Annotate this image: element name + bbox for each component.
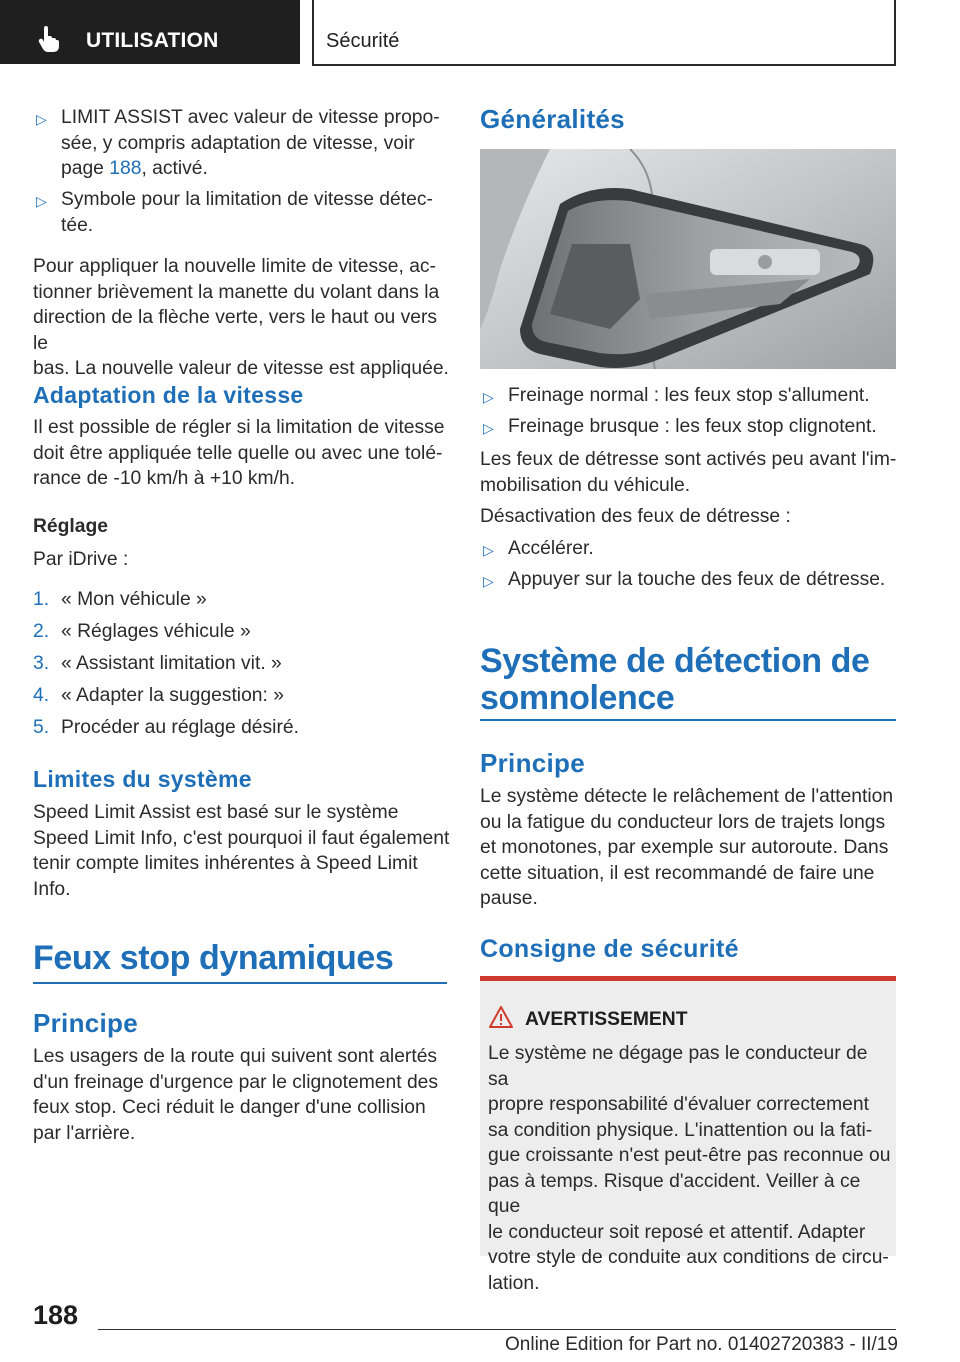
triangle-bullet-icon: ▷ — [483, 573, 494, 589]
heading-limites: Limites du système — [33, 766, 252, 792]
section-label: UTILISATION — [86, 29, 219, 52]
paragraph-apply: Pour appliquer la nouvelle limite de vitesse, ac- tionner brièvement la manette du volant dans la direction de la flèche verte, vers le haut ou vers le bas. La nouvelle valeur de vitesse est appliquée. — [33, 256, 449, 379]
list-item: 1. « Mon véhicule » — [33, 589, 207, 610]
section-tab[interactable] — [0, 0, 300, 64]
paragraph-limites: Speed Limit Assist est basé sur le système Speed Limit Info, c'est pourquoi il faut également tenir compte limites inhérentes à Speed Limit Info. — [33, 802, 450, 900]
divider — [33, 982, 447, 984]
brake-light-illustration — [480, 149, 896, 369]
triangle-bullet-icon: ▷ — [483, 420, 494, 436]
heading-generalites: Généralités — [480, 104, 625, 134]
paragraph-principe-right: Le système détecte le relâchement de l'attention ou la fatigue du conducteur lors de trajets longs et monotones, par exemple sur autoroute. Dans cette situation, il est recommandé de faire une pause. — [480, 786, 894, 909]
heading-principe-right: Principe — [480, 748, 585, 778]
heading-somnolence: Système de détection de somnolence — [480, 642, 870, 717]
paragraph-idrive: Par iDrive : — [33, 549, 129, 570]
triangle-bullet-icon: ▷ — [483, 389, 494, 405]
hand-pointer-icon — [38, 26, 60, 52]
list-item: ▷ Freinage brusque : les feux stop clignotent. — [480, 414, 896, 440]
heading-reglage: Réglage — [33, 516, 109, 537]
warning-text: Le système ne dégage pas le conducteur de sa propre responsabilité d'évaluer correctement sa condition physique. L'inattention ou la fati- gue croissante n'est peut-être pas reconnue ou pas à temps. Risque d'accident. Veiller à ce que le conducteur soit reposé et attentif. Adapter votre style de conduite aux conditions de circu- lation. — [488, 1043, 891, 1294]
warning-box — [480, 976, 896, 1294]
list-item: 4. « Adapter la suggestion: » — [33, 685, 284, 706]
chapter-label: Sécurité — [326, 30, 400, 52]
page-link[interactable]: 188 — [109, 158, 142, 179]
edition-note: Online Edition for Part no. 01402720383 - II/19 — [505, 1334, 898, 1355]
list-item: ▷ Appuyer sur la touche des feux de détresse. — [480, 567, 896, 593]
list-item: 5. Procéder au réglage désiré. — [33, 717, 299, 738]
heading-principe-left: Principe — [33, 1008, 138, 1038]
chapter-box — [312, 0, 896, 66]
triangle-bullet-icon: ▷ — [36, 193, 47, 209]
paragraph-desactivation: Désactivation des feux de détresse : — [480, 506, 791, 527]
triangle-bullet-icon: ▷ — [483, 542, 494, 558]
list-item: ▷ LIMIT ASSIST avec valeur de vitesse propo- sée, y compris adaptation de vitesse, voir page 188, activé. — [36, 107, 440, 179]
paragraph-detresse: Les feux de détresse sont activés peu avant l'im- mobilisation du véhicule. — [480, 449, 897, 496]
paragraph-adaptation: Il est possible de régler si la limitation de vitesse doit être appliquée telle quelle ou avec une tolé- rance de -10 km/h à +10 km/h. — [33, 417, 445, 489]
list-item: 3. « Assistant limitation vit. » — [33, 653, 282, 674]
footer-divider — [98, 1329, 896, 1330]
list-item: ▷ Accélérer. — [480, 536, 896, 562]
warning-triangle-icon — [488, 1005, 514, 1029]
divider — [480, 719, 896, 721]
triangle-bullet-icon: ▷ — [36, 111, 47, 127]
list-item: ▷ Symbole pour la limitation de vitesse détec- tée. — [36, 189, 433, 236]
list-item: 2. « Réglages véhicule » — [33, 621, 251, 642]
brake-light-image — [480, 149, 896, 369]
warning-title: AVERTISSEMENT — [525, 1009, 688, 1030]
list-item: ▷ Freinage normal : les feux stop s'allument. — [480, 383, 896, 409]
heading-feux-stop: Feux stop dynamiques — [33, 939, 394, 977]
paragraph-principe-left: Les usagers de la route qui suivent sont alertés d'un freinage d'urgence par le clignotement des feux stop. Ceci réduit le danger d'une collision par l'arrière. — [33, 1046, 439, 1144]
heading-adaptation: Adaptation de la vitesse — [33, 382, 304, 408]
page-number: 188 — [33, 1300, 79, 1330]
heading-consigne: Consigne de sécurité — [480, 935, 739, 963]
